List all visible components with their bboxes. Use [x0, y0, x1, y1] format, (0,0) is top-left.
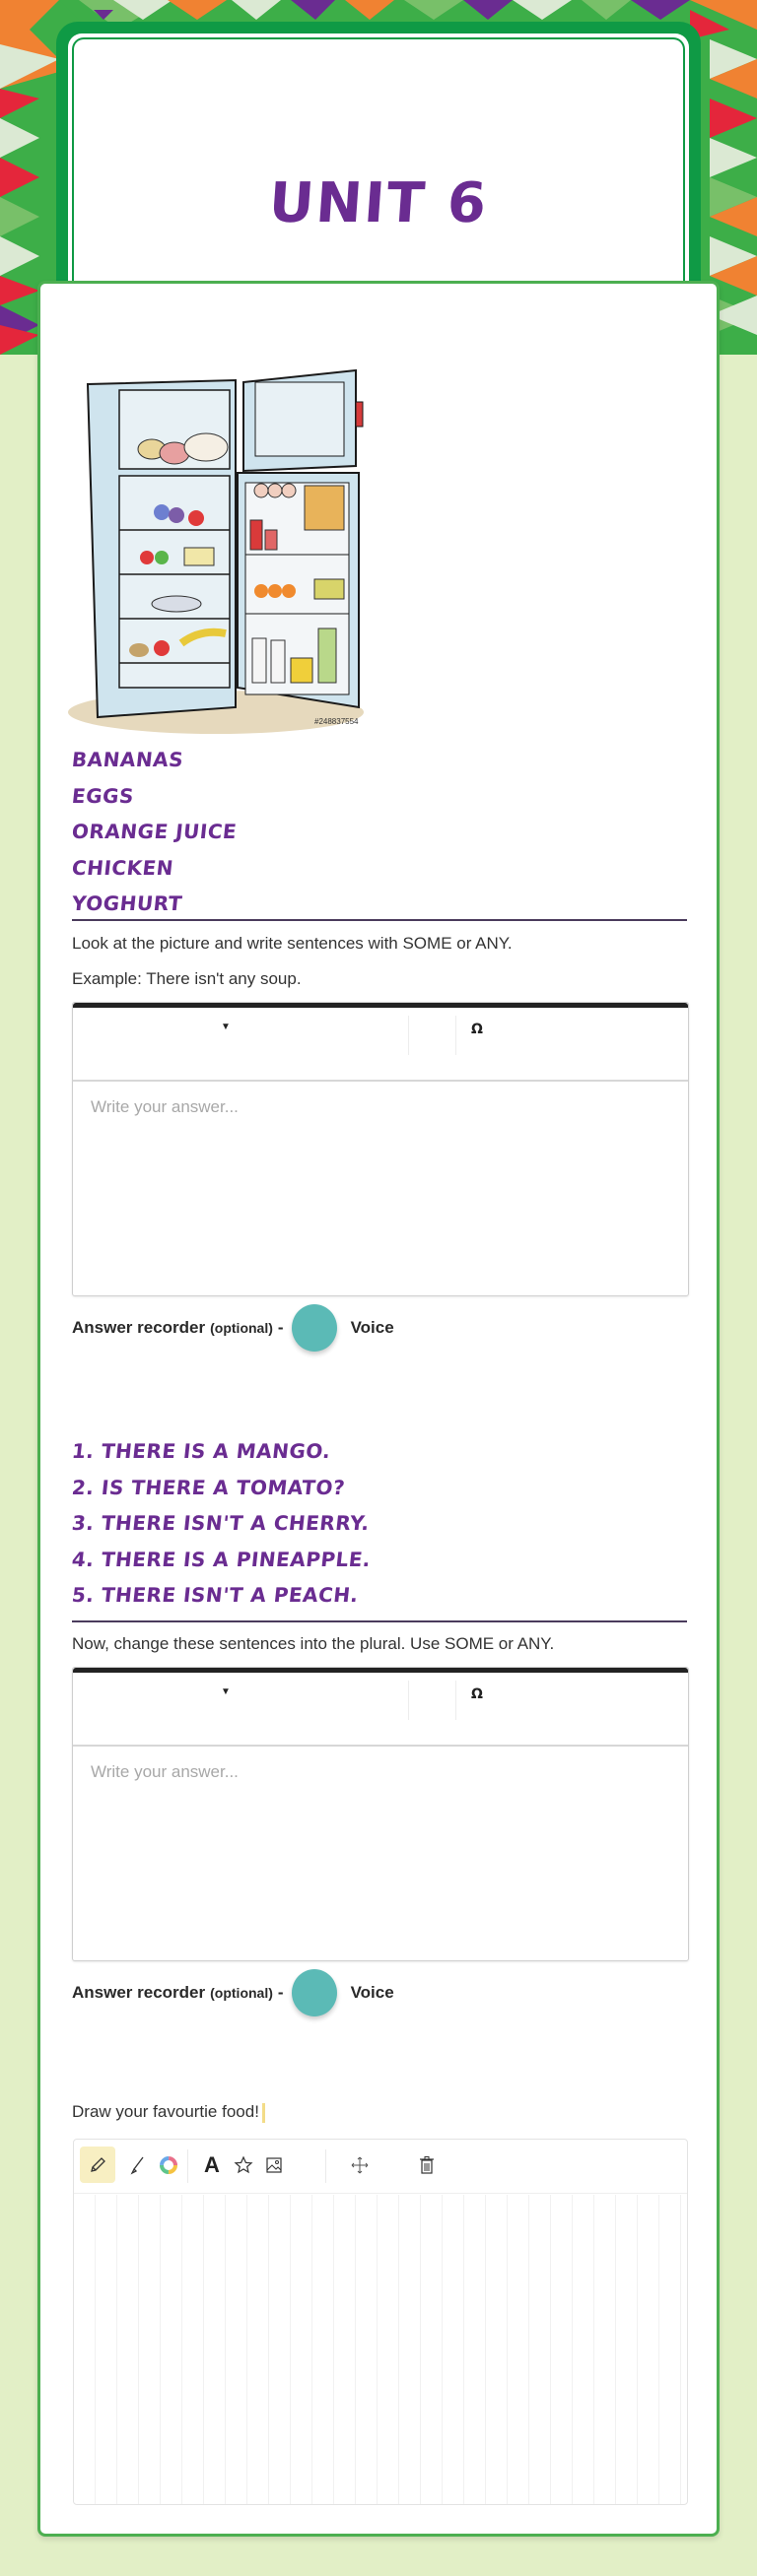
food-item: ORANGE JUICE [70, 820, 239, 843]
example-text: Example: There isn't any soup. [72, 969, 302, 988]
sentence-item: 1. THERE IS A MANGO. [70, 1439, 332, 1463]
answer-area [73, 1747, 688, 1960]
recorder-label: Answer recorder [72, 1318, 206, 1337]
text-tool-label: A [204, 2151, 220, 2177]
answer-input-2[interactable] [91, 1762, 670, 1945]
drawing-canvas[interactable] [74, 2195, 687, 2504]
divider [72, 919, 687, 921]
format-dropdown-chevron-down-icon[interactable]: ▼ [221, 1022, 231, 1032]
recorder-dash: - [277, 1318, 284, 1337]
answer-input-1[interactable] [91, 1097, 670, 1280]
food-item: EGGS [70, 783, 136, 808]
record-button[interactable] [292, 1304, 337, 1352]
record-button[interactable] [292, 1969, 337, 2016]
answer-area [73, 1082, 688, 1295]
toolbar-separator [408, 1681, 409, 1720]
image-icon[interactable] [256, 2147, 292, 2183]
header-frame [56, 22, 701, 307]
food-item: YOGHURT [70, 892, 184, 915]
pencil-icon[interactable] [80, 2147, 115, 2183]
color-wheel-icon[interactable] [151, 2147, 186, 2183]
page-title: UNIT 6 [266, 171, 491, 235]
instruction-text: Look at the picture and write sentences with SOME or ANY. [72, 934, 513, 953]
sentence-list [72, 1433, 371, 1614]
draw-prompt-text: Draw your favourtie food! [72, 2102, 259, 2121]
answer-recorder-1 [72, 1304, 394, 1352]
answer-editor-2 [72, 1667, 689, 1961]
editor-toolbar [73, 1008, 688, 1082]
header-inner [68, 33, 689, 307]
toolbar-separator [455, 1016, 456, 1055]
toolbar-separator [325, 2149, 326, 2183]
text-icon[interactable] [194, 2147, 230, 2183]
voice-label: Voice [350, 1318, 394, 1337]
drawing-toolbar [74, 2140, 687, 2194]
fridge-illustration [68, 363, 372, 737]
format-dropdown-chevron-down-icon[interactable]: ▼ [221, 1686, 231, 1697]
editor-toolbar [73, 1673, 688, 1747]
recorder-dash: - [277, 1983, 284, 2002]
food-list [72, 742, 237, 922]
answer-editor-1 [72, 1002, 689, 1296]
trash-icon[interactable] [409, 2147, 445, 2183]
recorder-optional-label: (optional) [210, 1320, 273, 1336]
sentence-item: 3. THERE ISN'T A CHERRY. [70, 1511, 372, 1535]
brush-icon[interactable] [119, 2147, 155, 2183]
food-item: BANANAS [70, 748, 185, 771]
instruction-text-2: Now, change these sentences into the plural. Use SOME or ANY. [72, 1634, 555, 1653]
special-characters-omega-icon[interactable]: Ω [471, 1686, 483, 1702]
voice-label: Voice [350, 1983, 394, 2002]
toolbar-separator [408, 1016, 409, 1055]
food-item: CHICKEN [70, 855, 175, 880]
sentence-item: 4. THERE IS A PINEAPPLE. [70, 1547, 373, 1571]
text-cursor [262, 2103, 265, 2123]
worksheet-card [37, 281, 720, 2537]
move-icon[interactable] [342, 2147, 378, 2183]
sentence-item: 2. IS THERE A TOMATO? [70, 1475, 347, 1499]
recorder-optional-label: (optional) [210, 1985, 273, 2001]
image-stock-id: #248837554 [314, 717, 359, 726]
toolbar-separator [455, 1681, 456, 1720]
draw-prompt [72, 2102, 265, 2123]
toolbar-separator [187, 2149, 188, 2183]
recorder-label: Answer recorder [72, 1983, 206, 2002]
answer-recorder-2 [72, 1969, 394, 2016]
sentence-item: 5. THERE ISN'T A PEACH. [70, 1583, 360, 1607]
drawing-board [73, 2139, 688, 2505]
divider [72, 1620, 687, 1622]
special-characters-omega-icon[interactable]: Ω [471, 1022, 483, 1037]
